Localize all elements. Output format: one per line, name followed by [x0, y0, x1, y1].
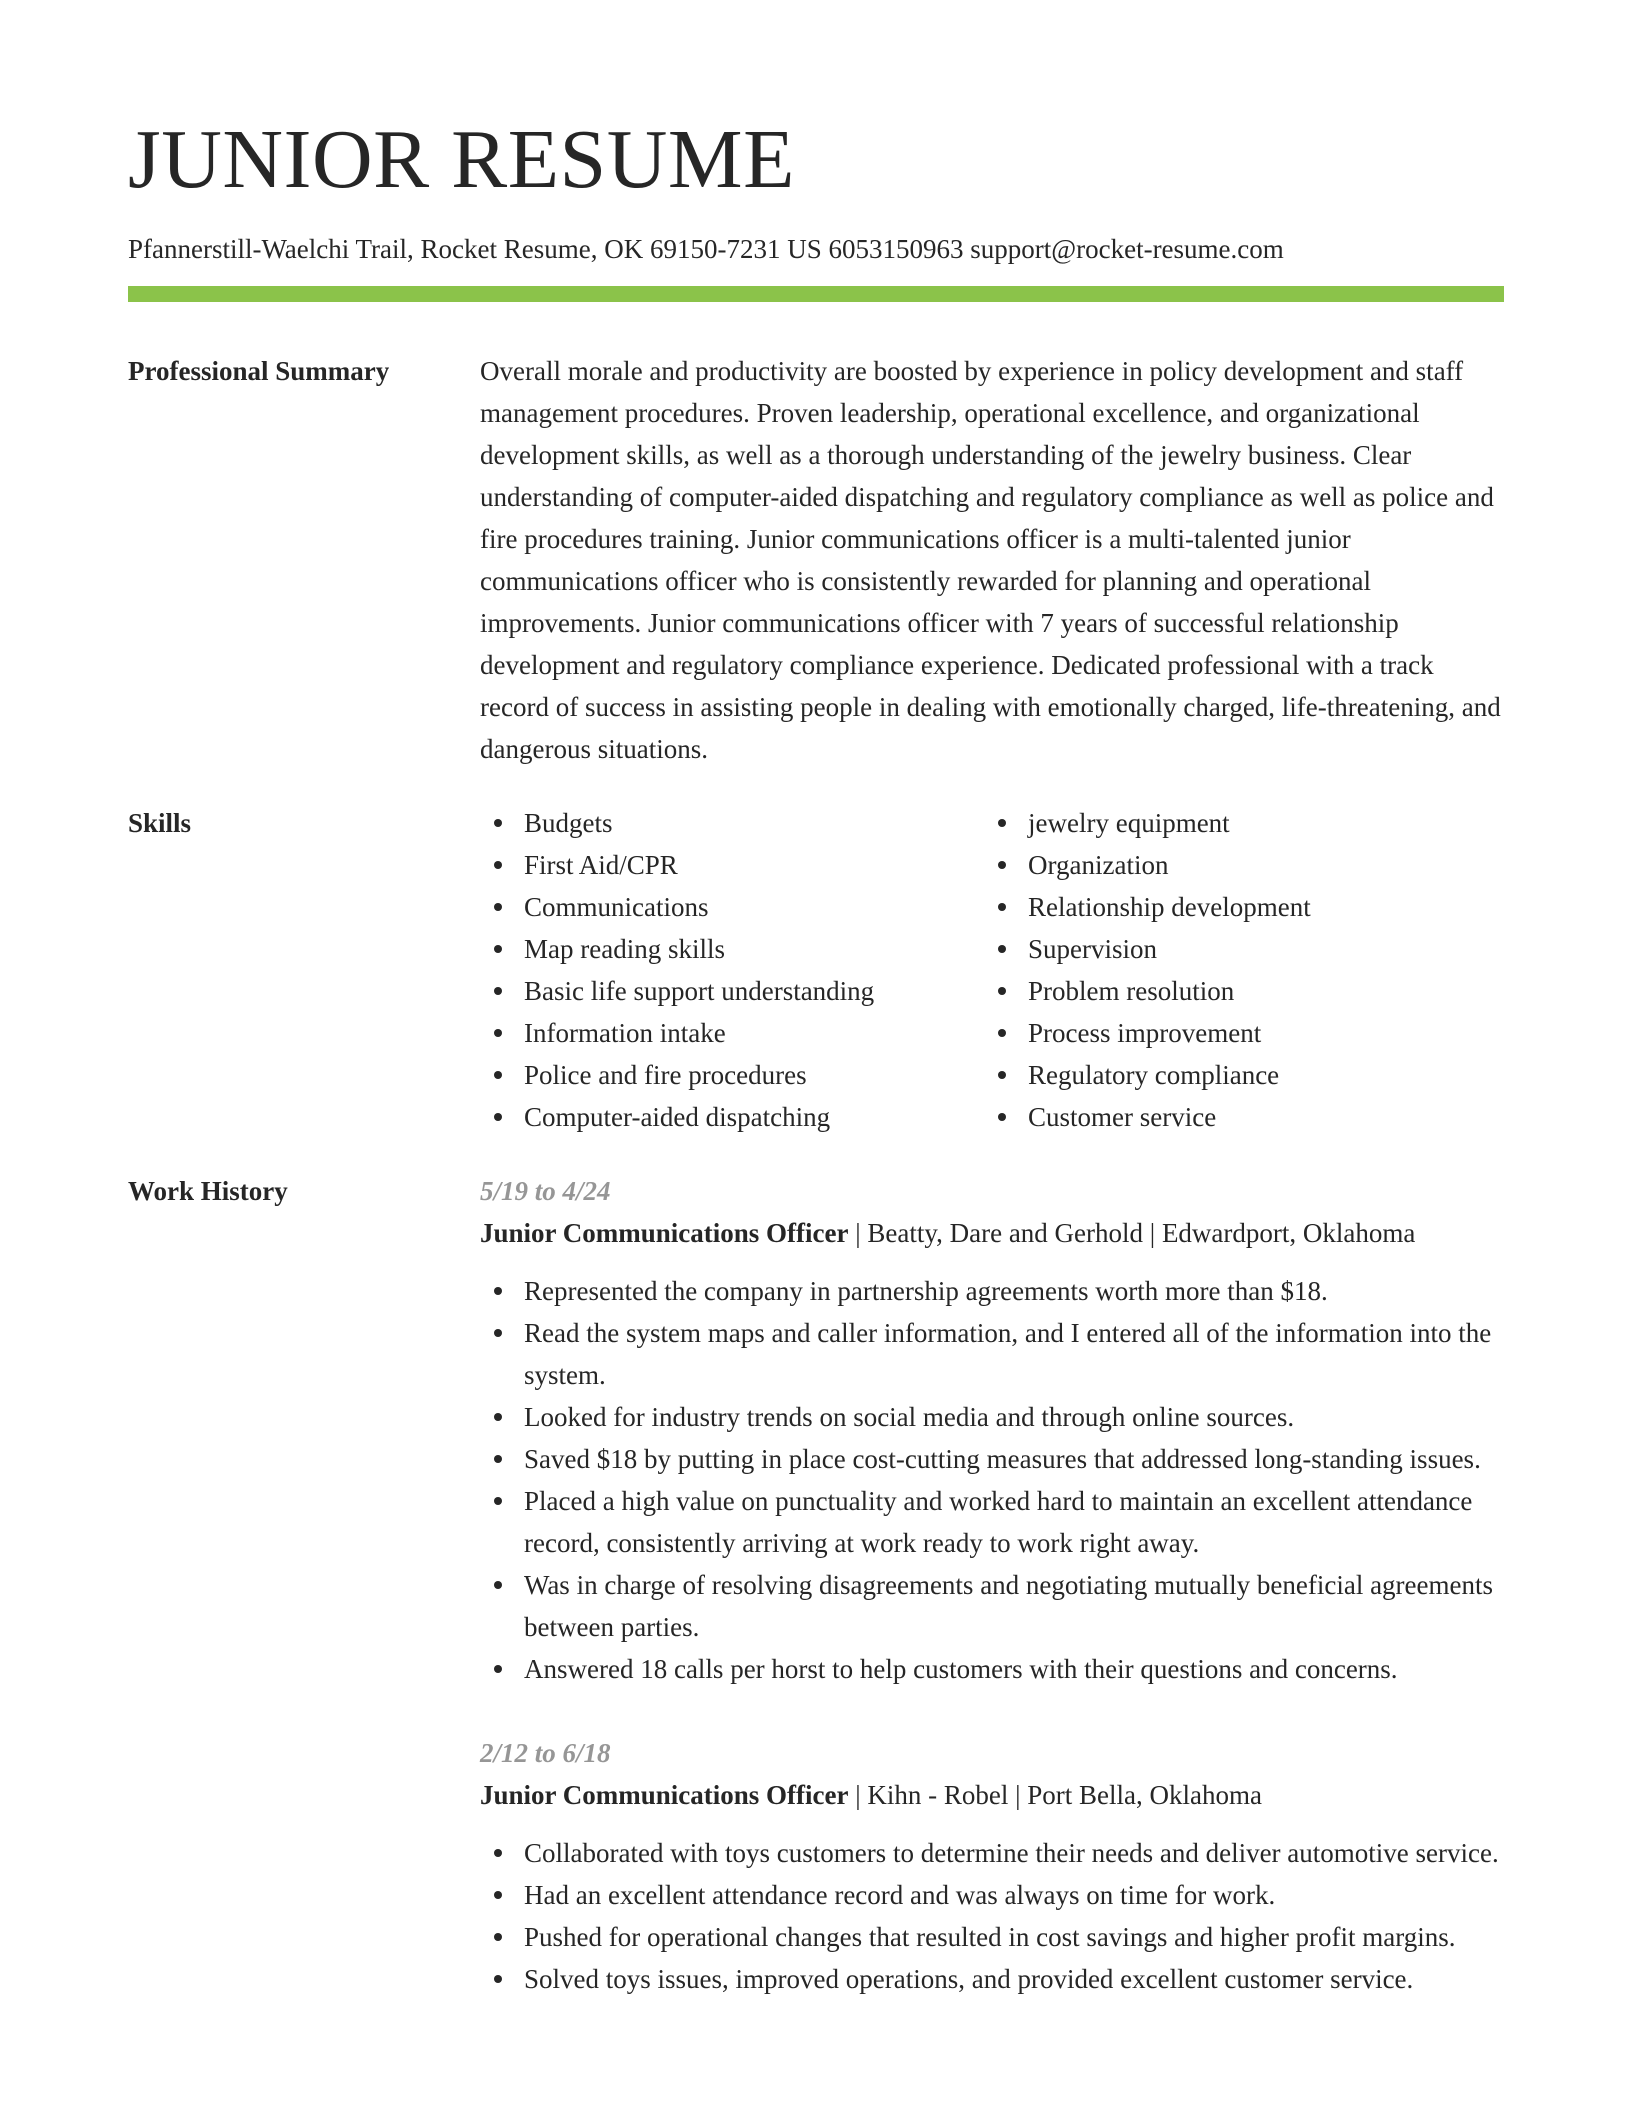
work-history-heading: Work History — [128, 1176, 288, 1206]
list-item — [480, 1648, 1504, 1690]
job-employer-location: | Beatty, Dare and Gerhold | Edwardport, Oklahoma — [848, 1218, 1416, 1248]
list-item-text: Process improvement — [1028, 1018, 1262, 1048]
list-item — [480, 1874, 1504, 1916]
list-item — [480, 1832, 1504, 1874]
list-item-text: Placed a high value on punctuality and worked hard to maintain an excellent attendance record, consistently arriving at work ready to work right away. — [524, 1486, 1473, 1558]
list-item-text: Saved $18 by putting in place cost-cutting measures that addressed long-standing issues. — [524, 1444, 1481, 1474]
list-item-text: Problem resolution — [1028, 976, 1235, 1006]
list-item-text: Computer-aided dispatching — [524, 1102, 831, 1132]
list-item-text: Answered 18 calls per horst to help customers with their questions and concerns. — [524, 1654, 1398, 1684]
bullet-icon — [494, 1497, 502, 1505]
bullet-icon — [494, 1413, 502, 1421]
bullet-icon — [998, 1113, 1006, 1121]
list-item-text: Looked for industry trends on social media and through online sources. — [524, 1402, 1295, 1432]
job-employer-location: | Kihn - Robel | Port Bella, Oklahoma — [848, 1780, 1262, 1810]
bullet-icon — [494, 1455, 502, 1463]
list-item — [480, 886, 984, 928]
list-item — [480, 1312, 1504, 1396]
list-item — [480, 1480, 1504, 1564]
bullet-icon — [998, 987, 1006, 995]
job-heading — [480, 1774, 1504, 1816]
job-bullet-list — [480, 1270, 1504, 1690]
list-item — [984, 928, 1488, 970]
bullet-icon — [494, 1933, 502, 1941]
bullet-icon — [494, 903, 502, 911]
bullet-icon — [494, 1329, 502, 1337]
list-item-text: Solved toys issues, improved operations, and provided excellent customer service. — [524, 1964, 1414, 1994]
list-item-text: Basic life support understanding — [524, 976, 875, 1006]
bullet-icon — [494, 1891, 502, 1899]
skills-list-right — [984, 802, 1488, 1138]
list-item — [480, 1012, 984, 1054]
header-divider — [128, 286, 1504, 302]
summary-heading: Professional Summary — [128, 356, 390, 386]
list-item-text: Information intake — [524, 1018, 726, 1048]
list-item-text: Supervision — [1028, 934, 1158, 964]
list-item — [480, 1916, 1504, 1958]
list-item-text: Communications — [524, 892, 709, 922]
bullet-icon — [494, 1665, 502, 1673]
list-item — [480, 970, 984, 1012]
skills-body — [480, 802, 1504, 1138]
list-item-text: Was in charge of resolving disagreements and negotiating mutually beneficial agreements between parties. — [524, 1570, 1494, 1642]
bullet-icon — [494, 1287, 502, 1295]
list-item — [480, 1270, 1504, 1312]
bullet-icon — [998, 1029, 1006, 1037]
bullet-icon — [998, 1071, 1006, 1079]
bullet-icon — [998, 945, 1006, 953]
bullet-icon — [494, 1071, 502, 1079]
bullet-icon — [494, 1975, 502, 1983]
job-heading — [480, 1212, 1504, 1254]
list-item — [984, 1096, 1488, 1138]
list-item — [984, 1054, 1488, 1096]
bullet-icon — [494, 1581, 502, 1589]
list-item-text: Customer service — [1028, 1102, 1217, 1132]
bullet-icon — [494, 1113, 502, 1121]
bullet-icon — [494, 987, 502, 995]
summary-body — [480, 350, 1504, 770]
bullet-icon — [998, 861, 1006, 869]
bullet-icon — [494, 945, 502, 953]
list-item — [984, 886, 1488, 928]
skills-columns — [480, 802, 1504, 1138]
bullet-icon — [494, 1849, 502, 1857]
list-item — [480, 1054, 984, 1096]
list-item — [480, 1958, 1504, 2000]
list-item-text: Pushed for operational changes that resulted in cost savings and higher profit margins. — [524, 1922, 1456, 1952]
bullet-icon — [494, 1029, 502, 1037]
list-item — [480, 1396, 1504, 1438]
list-item-text: Collaborated with toys customers to determine their needs and deliver automotive service. — [524, 1838, 1499, 1868]
job-bullet-list — [480, 1832, 1504, 2000]
list-item — [984, 970, 1488, 1012]
list-item-text: Police and fire procedures — [524, 1060, 807, 1090]
bullet-icon — [494, 861, 502, 869]
list-item-text: jewelry equipment — [1028, 808, 1230, 838]
job-title: Junior Communications Officer — [480, 1218, 849, 1248]
list-item — [984, 844, 1488, 886]
job-title: Junior Communications Officer — [480, 1780, 849, 1810]
list-item — [984, 1012, 1488, 1054]
list-item-text: Had an excellent attendance record and was always on time for work. — [524, 1880, 1276, 1910]
job-dates: 5/19 to 4/24 — [480, 1176, 611, 1206]
list-item-text: First Aid/CPR — [524, 850, 678, 880]
list-item-text: Represented the company in partnership agreements worth more than $18. — [524, 1276, 1328, 1306]
bullet-icon — [998, 819, 1006, 827]
list-item-text: Read the system maps and caller information, and I entered all of the information into the system. — [524, 1318, 1492, 1390]
job-dates: 2/12 to 6/18 — [480, 1738, 611, 1768]
skills-list-left — [480, 802, 984, 1138]
list-item — [480, 1564, 1504, 1648]
summary-text: Overall morale and productivity are boosted by experience in policy development and staff management procedures. Proven leadership, operational excellence, and organizational development skills, as well as a thorough understanding of the jewelry business. Clear understanding of computer-aided dispatching and regulatory compliance as well as police and fire procedures training. Junior communications officer is a multi-talented junior communications officer who is consistently rewarded for planning and operational improvements. Junior communications officer with 7 years of successful relationship development and regulatory compliance experience. Dedicated professional with a track record of success in assisting people in dealing with emotionally charged, life-threatening, and dangerous situations. — [480, 356, 1501, 764]
list-item-text: Map reading skills — [524, 934, 725, 964]
list-item-text: Regulatory compliance — [1028, 1060, 1280, 1090]
list-item-text: Budgets — [524, 808, 613, 838]
list-item-text: Organization — [1028, 850, 1169, 880]
list-item — [480, 1096, 984, 1138]
bullet-icon — [998, 903, 1006, 911]
work-history-body — [480, 1170, 1504, 2000]
job-entry — [480, 1170, 1504, 1690]
resume-title: JUNIOR RESUME — [128, 113, 795, 206]
bullet-icon — [494, 819, 502, 827]
job-entry — [480, 1732, 1504, 2000]
list-item-text: Relationship development — [1028, 892, 1311, 922]
list-item — [480, 802, 984, 844]
contact-line: Pfannerstill-Waelchi Trail, Rocket Resume, OK 69150-7231 US 6053150963 support@rocket-resume.com — [128, 234, 1284, 264]
skills-heading: Skills — [128, 808, 192, 838]
list-item — [984, 802, 1488, 844]
list-item — [480, 1438, 1504, 1480]
list-item — [480, 844, 984, 886]
list-item — [480, 928, 984, 970]
